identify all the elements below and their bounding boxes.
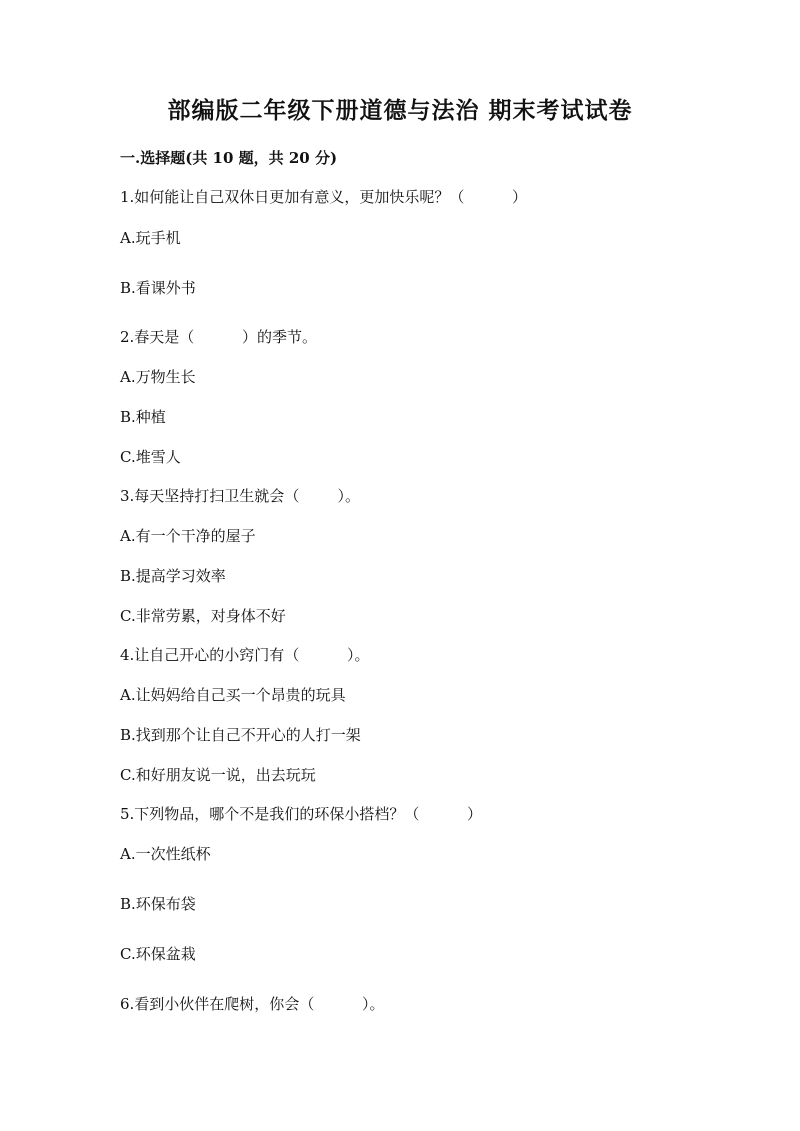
- question-3-option-c: C.非常劳累，对身体不好: [120, 607, 286, 625]
- question-5-option-b: B.环保布袋: [120, 895, 196, 913]
- question-4-stem: 4.让自己开心的小窍门有（ ）。: [120, 646, 370, 664]
- question-5-stem: 5.下列物品，哪个不是我们的环保小搭档？（ ）: [120, 805, 482, 823]
- question-5-option-c: C.环保盆栽: [120, 945, 196, 963]
- question-6-stem: 6.看到小伙伴在爬树，你会（ ）。: [120, 995, 385, 1013]
- section-heading: 一.选择题(共 10 题，共 20 分): [120, 149, 338, 167]
- page-title: 部编版二年级下册道德与法治 期末考试试卷: [167, 97, 633, 124]
- question-2-option-a: A.万物生长: [120, 368, 196, 386]
- question-1-option-a: A.玩手机: [120, 229, 181, 247]
- question-3-option-a: A.有一个干净的屋子: [120, 527, 256, 545]
- question-2-stem: 2.春天是（ ）的季节。: [120, 328, 317, 346]
- question-2-option-b: B.种植: [120, 408, 166, 426]
- question-1-option-b: B.看课外书: [120, 279, 196, 297]
- question-3-option-b: B.提高学习效率: [120, 567, 226, 585]
- question-4-option-b: B.找到那个让自己不开心的人打一架: [120, 726, 361, 744]
- question-1-stem: 1.如何能让自己双休日更加有意义，更加快乐呢？（ ）: [120, 188, 527, 206]
- question-2-option-c: C.堆雪人: [120, 448, 181, 466]
- question-4-option-c: C.和好朋友说一说，出去玩玩: [120, 766, 316, 784]
- question-5-option-a: A.一次性纸杯: [120, 845, 211, 863]
- question-4-option-a: A.让妈妈给自己买一个昂贵的玩具: [120, 686, 346, 704]
- question-3-stem: 3.每天坚持打扫卫生就会（ ）。: [120, 487, 360, 505]
